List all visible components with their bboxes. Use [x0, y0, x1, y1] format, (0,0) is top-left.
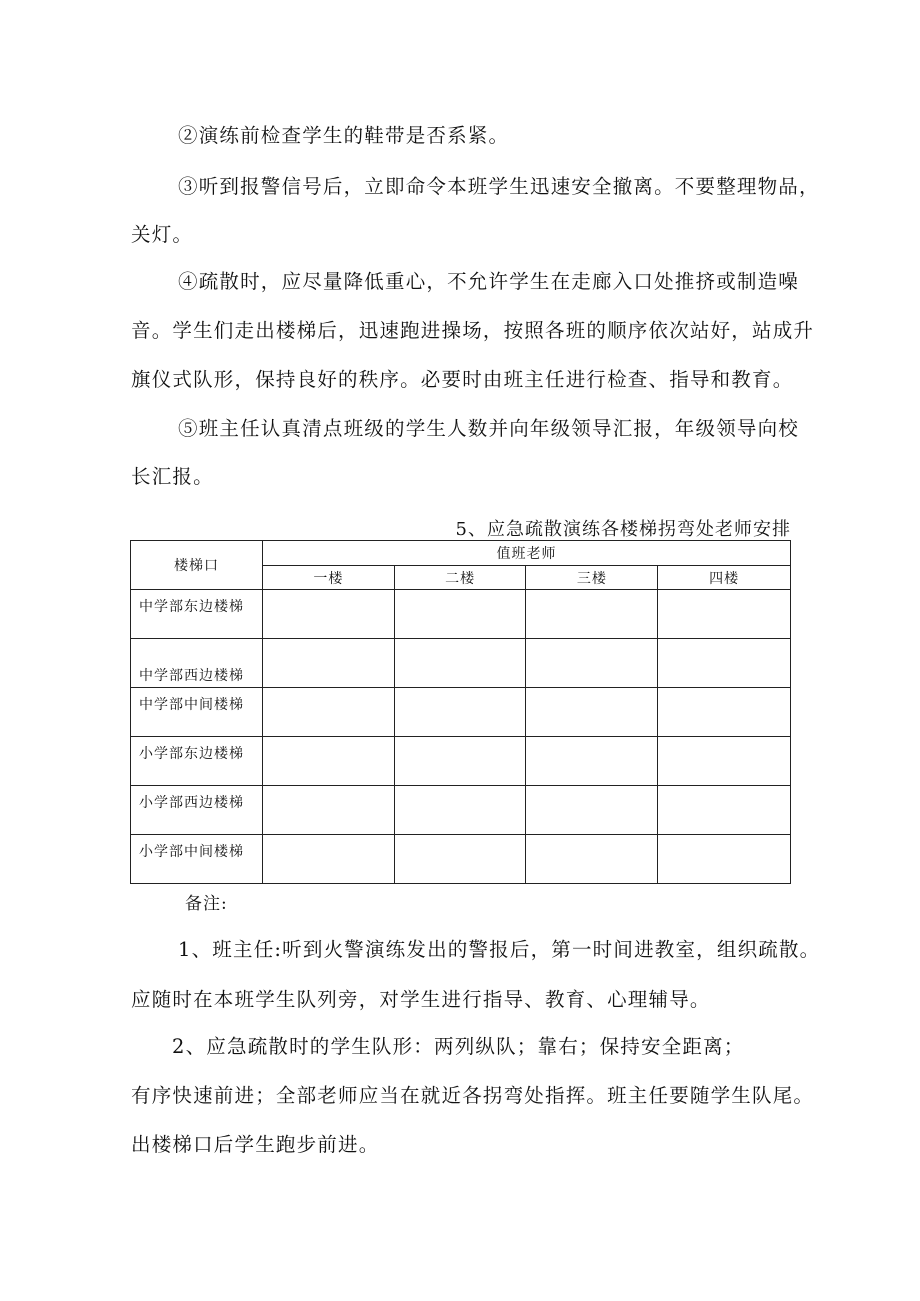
header-floor-3: 三楼 [526, 566, 658, 590]
table-row [131, 639, 791, 688]
row-label: 小学部中间楼梯 [131, 835, 263, 884]
table-row [131, 835, 791, 884]
paragraph-headcount-line2: 长汇报。 [131, 465, 214, 488]
row-label: 中学部中间楼梯 [131, 688, 263, 737]
table-cell [394, 590, 526, 639]
paragraph-headcount-line1: ⑤班主任认真清点班级的学生人数并向年级领导汇报，年级领导向校 [178, 417, 800, 440]
table-cell [526, 786, 658, 835]
table-row [131, 786, 791, 835]
table-cell [526, 835, 658, 884]
table-cell [394, 688, 526, 737]
note-1-line1: 1、班主任:听到火警演练发出的警报后，第一时间进教室，组织疏散。 [178, 938, 821, 961]
header-floor-2: 二楼 [394, 566, 526, 590]
header-floor-1: 一楼 [262, 566, 394, 590]
table-caption: 5、应急疏散演练各楼梯拐弯处老师安排 [455, 519, 791, 540]
table-cell [658, 737, 791, 786]
table-cell [262, 835, 394, 884]
table-row [131, 737, 791, 786]
table-cell [526, 639, 658, 688]
table-cell [526, 737, 658, 786]
table-cell [262, 688, 394, 737]
note-1-line2: 应随时在本班学生队列旁，对学生进行指导、教育、心理辅导。 [131, 988, 711, 1011]
teacher-assignment-table [130, 540, 791, 884]
row-label: 中学部西边楼梯 [131, 639, 263, 688]
paragraph-shoelaces: ②演练前检查学生的鞋带是否系紧。 [178, 124, 510, 147]
table-cell [262, 737, 394, 786]
paragraph-evacuation-line3: 旗仪式队形，保持良好的秩序。必要时由班主任进行检查、指导和教育。 [131, 368, 794, 391]
table-cell [262, 639, 394, 688]
table-row [131, 590, 791, 639]
table-cell [526, 688, 658, 737]
note-2-line2: 有序快速前进；全部老师应当在就近各拐弯处指挥。班主任要随学生队尾。 [131, 1084, 815, 1107]
table-cell [394, 835, 526, 884]
table-row [131, 688, 791, 737]
table-cell [658, 835, 791, 884]
note-2-line1: 2、应急疏散时的学生队形：两列纵队；靠右；保持安全距离； [172, 1035, 745, 1058]
row-label: 中学部东边楼梯 [131, 590, 263, 639]
table-cell [658, 590, 791, 639]
notes-title: 备注: [185, 894, 228, 914]
table-cell [394, 786, 526, 835]
table-cell [658, 786, 791, 835]
paragraph-alarm-line1: ③听到报警信号后，立即命令本班学生迅速安全撤离。不要整理物品， [178, 175, 820, 198]
table-cell [658, 639, 791, 688]
header-floor-4: 四楼 [658, 566, 791, 590]
table-cell [658, 688, 791, 737]
table-cell [262, 786, 394, 835]
table-cell [394, 737, 526, 786]
paragraph-evacuation-line1: ④疏散时，应尽量降低重心，不允许学生在走廊入口处推挤或制造噪 [178, 270, 800, 293]
paragraph-alarm-line2: 关灯。 [131, 223, 194, 246]
note-2-line3: 出楼梯口后学生跑步前进。 [131, 1133, 380, 1156]
row-label: 小学部西边楼梯 [131, 786, 263, 835]
table-cell [262, 590, 394, 639]
header-duty-teachers: 值班老师 [262, 541, 790, 566]
table-cell [394, 639, 526, 688]
row-label: 小学部东边楼梯 [131, 737, 263, 786]
header-stairway: 楼梯口 [131, 541, 263, 590]
paragraph-evacuation-line2: 音。学生们走出楼梯后，迅速跑进操场，按照各班的顺序依次站好，站成升 [131, 319, 815, 342]
table-cell [526, 590, 658, 639]
